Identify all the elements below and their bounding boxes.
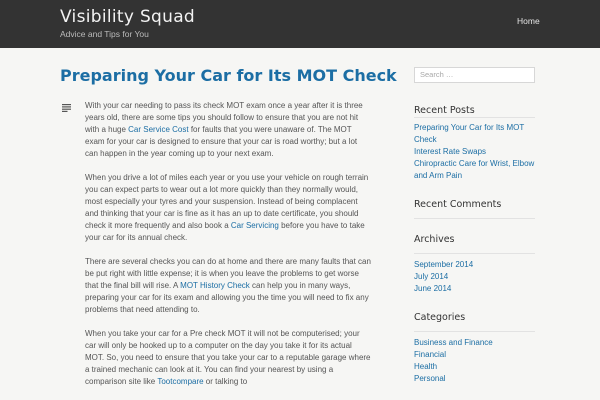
car-service-cost-link[interactable]: Car Service Cost [128,125,189,134]
site-title[interactable]: Visibility Squad [60,7,196,27]
search-input[interactable] [414,67,535,83]
list-item [414,337,539,349]
categories-title: Categories [414,312,466,323]
recent-comments-title: Recent Comments [414,199,502,210]
category-link[interactable]: Business and Finance [414,338,493,347]
category-link[interactable]: Personal [414,374,446,383]
list-item [414,349,539,361]
car-servicing-link[interactable]: Car Servicing [230,221,279,230]
archives-list [414,259,539,295]
post-title[interactable]: Preparing Your Car for Its MOT Check [60,66,397,85]
recent-post-link[interactable]: Preparing Your Car for Its MOT Check [414,123,525,144]
list-item [414,122,539,146]
nav-home-link[interactable]: Home [517,16,540,26]
list-item [414,271,539,283]
paragraph-text: When you drive a lot of miles each year or you use your vehicle on rough terrain you can expect parts to wear out a lot more quickly than they normally would, most especially your tyres and your suspension. Instead of being complacent and thinking that your car is fine as it has an up to date certificate, you should check it more frequently and also book a [85,173,369,230]
post-paragraph [85,328,371,388]
post-content [85,100,371,400]
list-item [414,283,539,295]
list-item [414,361,539,373]
paragraph-text: or talking to [203,377,248,386]
recent-posts-title: Recent Posts [414,105,475,116]
archive-link[interactable]: June 2014 [414,284,452,293]
archive-link[interactable]: July 2014 [414,272,449,281]
archive-link[interactable]: September 2014 [414,260,474,269]
list-item [414,373,539,385]
list-item [414,158,539,182]
category-link[interactable]: Financial [414,350,447,359]
archives-title: Archives [414,234,455,245]
recent-post-link[interactable]: Interest Rate Swaps [414,147,487,156]
site-header [0,0,600,48]
post-paragraph [85,172,371,244]
categories-list [414,337,539,385]
paragraph-text: When you take your car for a Pre check MOT it will not be computerised; your car will only be hooked up to a computer on the day you take it for its actual MOT. So, you need to ensure that you take your car to a reputable garage where a trained mechanic can look at it. You can find your nearest by using a comparison site like [85,329,371,386]
category-link[interactable]: Health [414,362,438,371]
site-tagline: Advice and Tips for You [60,29,149,39]
paragraph-text: can help you in many ways, preparing your car for its exam and allowing you the time you will need to fix any problems that need attending to. [85,281,369,314]
paragraph-text: for faults that you were unaware of. The MOT exam for your car is designed to ensure that your car is road worthy; but a lot can happen in the year coming up to your next exam. [85,125,358,158]
standard-post-format-icon [62,104,71,112]
recent-posts-list [414,122,539,182]
paragraph-text: before you have to take your car for its annual check. [85,221,365,242]
recent-post-link[interactable]: Chiropractic Care for Wrist, Elbow and Arm Pain [414,159,535,180]
post-paragraph [85,256,371,316]
sidebar-search [414,64,535,83]
list-item [414,146,539,158]
paragraph-text: With your car needing to pass its check MOT exam once a year after it is three years old, there are some tips you should follow to ensure that you are not hit with a huge [85,101,363,134]
mot-history-check-link[interactable]: MOT History Check [180,281,250,290]
widget-divider [414,331,535,332]
widget-divider [414,117,535,118]
post-paragraph [85,100,371,160]
paragraph-text: There are several checks you can do at home and there are many faults that can be put right with little expense; it is when you leave the problems to get worse that the final bill will rise. A [85,257,371,290]
widget-divider [414,253,535,254]
widget-divider [414,218,535,219]
tootcompare-link[interactable]: Tootcompare [157,377,204,386]
list-item [414,259,539,271]
